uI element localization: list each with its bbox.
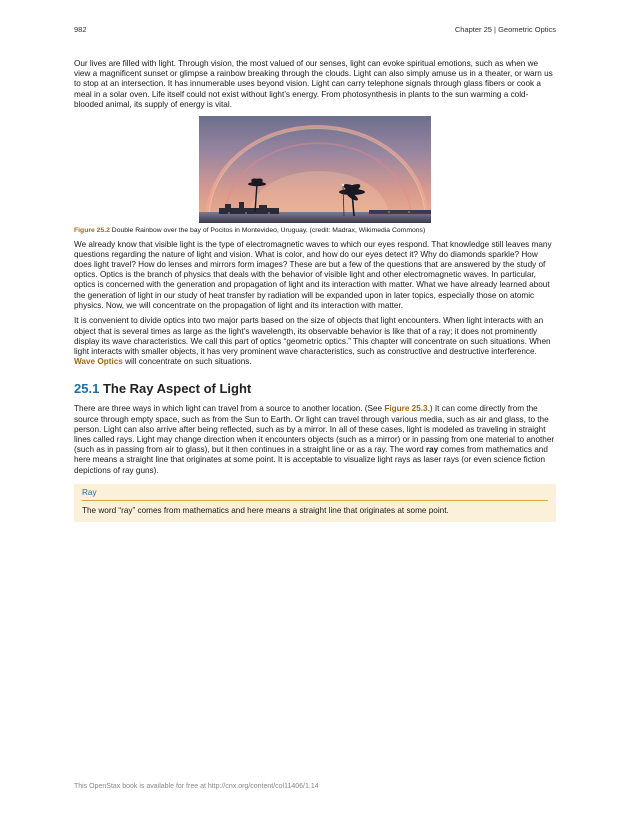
wave-optics-link[interactable]: Wave Optics — [74, 357, 123, 367]
chapter-title: Chapter 25 | Geometric Optics — [454, 25, 556, 34]
key-term-title: Ray — [82, 488, 548, 501]
section-text-3: comes from mathematics and here means a straight line that originates at some point. It is acceptable to visualize light rays as laser rays (or even science fiction depictions of ray guns). — [74, 445, 548, 475]
ray-bold-term: ray — [425, 445, 439, 455]
section-title: The Ray Aspect of Light — [102, 381, 252, 397]
figure-label: Figure 25.2 — [74, 226, 110, 234]
page-number: 982 — [74, 25, 87, 34]
page-footer: This OpenStax book is available for free at http://cnx.org/content/col11406/1.14 — [74, 783, 319, 790]
body-paragraph-2-end: will concentrate on such situations. — [122, 357, 252, 367]
figure-25-3-link[interactable]: Figure 25.3 — [384, 404, 428, 414]
section-text-1: There are three ways in which light can travel from a source to another location. (See — [74, 404, 385, 414]
key-term-box — [74, 484, 556, 522]
body-paragraph-1: We already know that visible light is the type of electromagnetic waves to which our eyes respond. That knowledge still leaves many questions regarding the nature of light and vision. What is color, and how do our eyes detect it? Why do diamonds sparkle? How does light travel? How do lenses and mirrors form images? These are but a few of the questions that are answered by the study of optics. Optics is the branch of physics that deals with the behavior of visible light and other electromagnetic waves. In particular, optics is concerned with the generation and propagation of light and its interaction with matter. What we have already learned about the generation of light in our study of heat transfer by radiation will be expanded upon in later topics, especially those on atomic physics. Now, we will concentrate on the propagation of light and its interaction with matter. — [74, 239, 552, 310]
figure-caption — [74, 226, 556, 235]
figure-caption-text: Double Rainbow over the bay of Pocitos in Montevideo, Uruguay. (credit: Madrax, Wikimedia Commons) — [111, 226, 426, 234]
figure-25-2 — [74, 116, 556, 235]
section-number: 25.1 — [74, 381, 100, 397]
section-paragraph — [74, 404, 556, 475]
section-text-2: .) It can come directly from the source through empty space, such as from the Sun to Earth. Or light can travel through various media, such as air and glass, to the person. Light can also arrive after being reflected, such as by a mirror. In all of these cases, light is modeled as traveling in straight lines called rays. Light may change direction when it encounters objects (such as a mirror) or in passing from one material to another (such as in passing from air to glass), but it then continues in a straight line or as a ray. The word — [74, 404, 555, 455]
body-paragraph-2 — [74, 316, 556, 367]
body-paragraph-2-text: It is convenient to divide optics into two major parts based on the size of objects that light encounters. When light interacts with an object that is several times as large as the light’s wavelength, its observable behavior is like that of a ray; it does not prominently display its wave characteristics. We call this part of optics “geometric optics.” This chapter will concentrate on such situations. When light interacts with smaller objects, it has very prominent wave characteristics, such as constructive and destructive interference. — [74, 316, 551, 357]
key-term-definition: The word “ray” comes from mathematics and here means a straight line that originates at some point. — [82, 505, 449, 515]
section-heading — [74, 381, 556, 396]
intro-paragraph: Our lives are filled with light. Through vision, the most valued of our senses, light can evoke spiritual emotions, such as when we view a magnificent sunset or glimpse a rainbow breaking through the clouds. Light can also simply amuse us in a theater, or warn us to stop at an intersection. It has innumerable uses beyond vision. Light can carry telephone signals through glass fibers or cook a meal in a solar oven. Life itself could not exist without light’s energy. From photosynthesis in plants to the sun warming a cold-blooded animal, its supply of energy is vital. — [74, 59, 553, 109]
double-rainbow-photo — [199, 116, 431, 223]
page-header — [74, 25, 556, 34]
page-content — [74, 59, 556, 522]
